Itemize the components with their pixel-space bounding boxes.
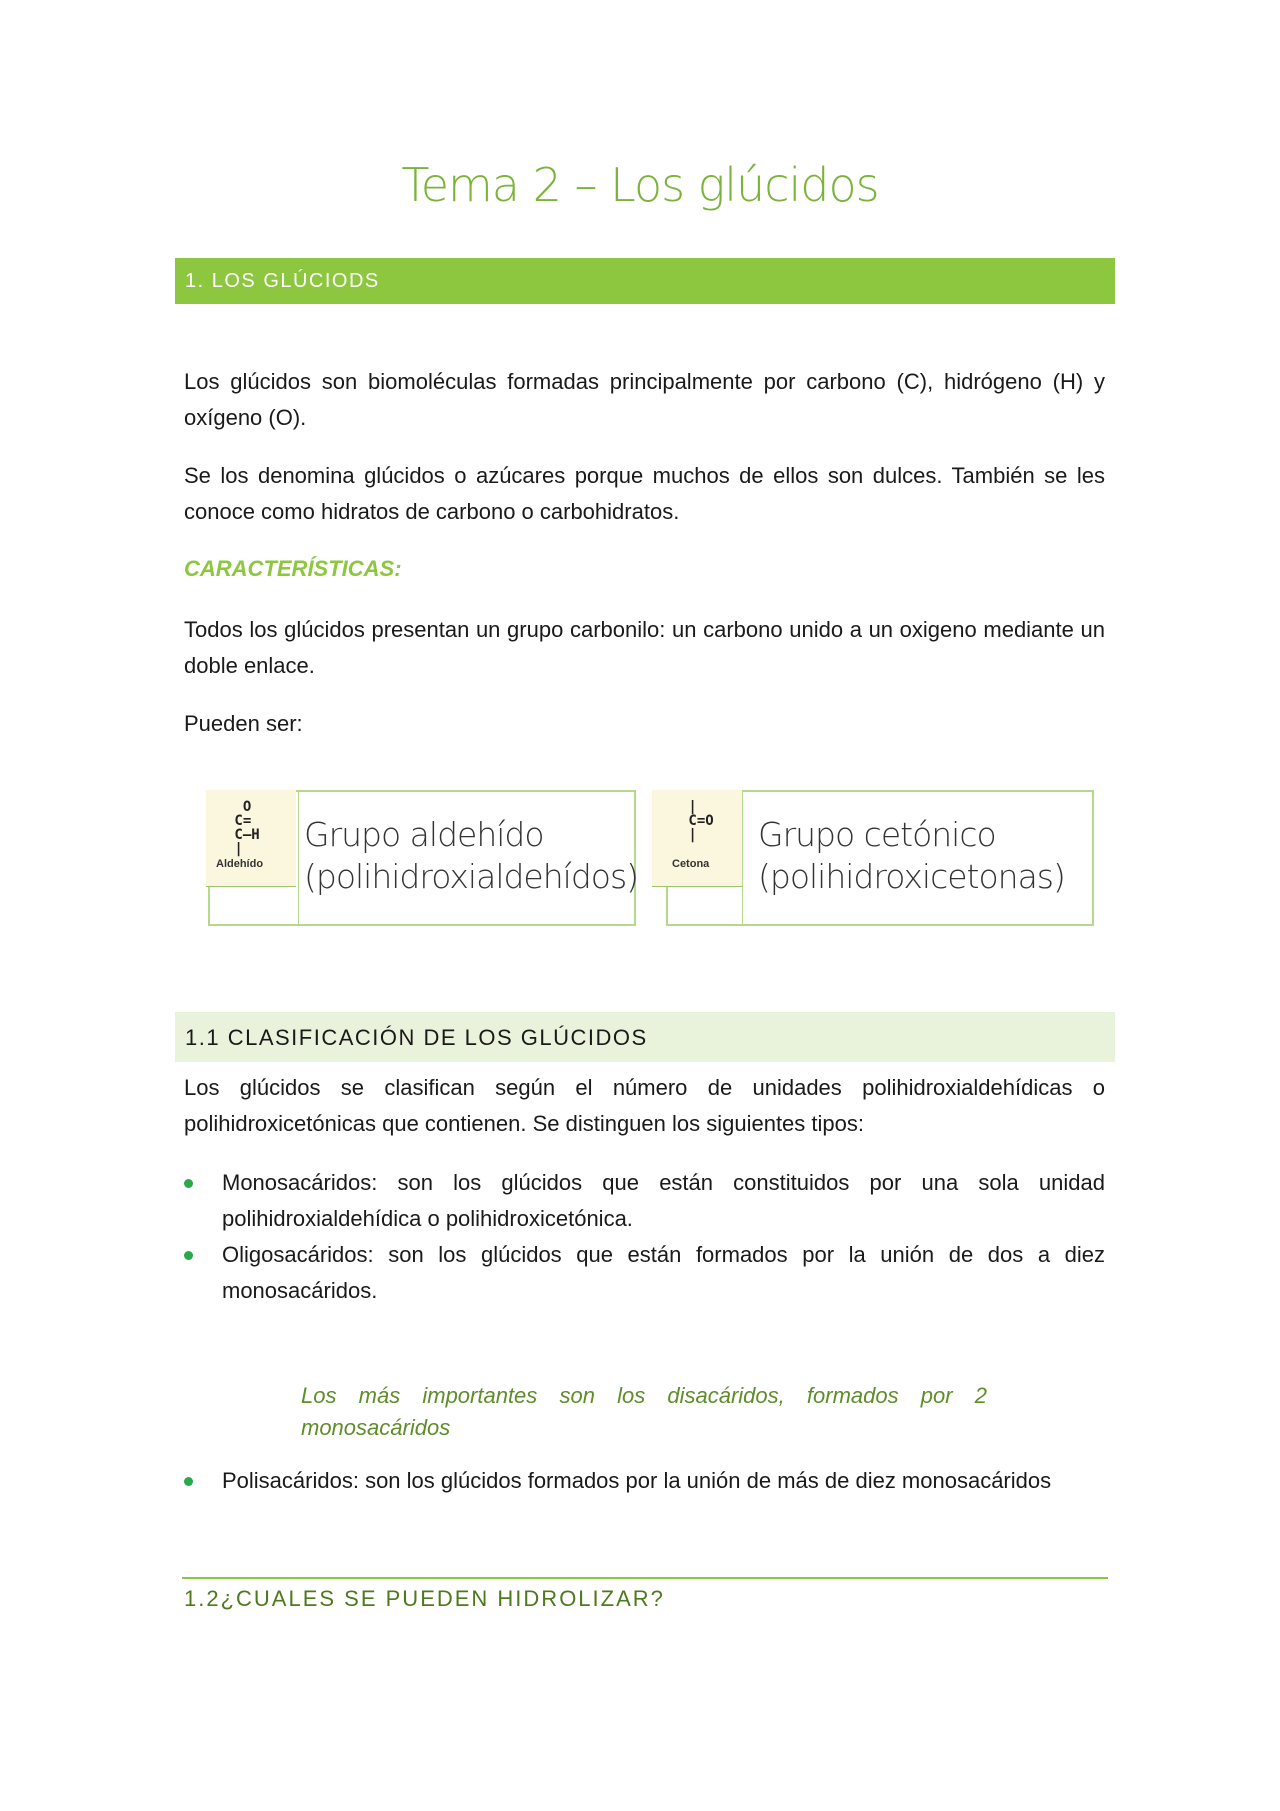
aldehyde-label-line1: Grupo aldehído: [304, 815, 544, 854]
aldehyde-formula: O C= C–H |: [234, 799, 260, 857]
section-divider: [182, 1577, 1108, 1579]
classification-intro: Los glúcidos se clasifican según el número de unidades polihidroxialdehídicas o polihidroxicetónicas que contienen. Se distinguen los siguientes tipos:: [184, 1075, 1105, 1136]
section-1-1-heading: 1.1 CLASIFICACIÓN DE LOS GLÚCIDOS: [185, 1025, 648, 1050]
disaccharides-note: Los más importantes son los disacáridos, formados por 2 monosacáridos: [301, 1383, 987, 1440]
page-title: Tema 2 – Los glúcidos: [401, 158, 879, 212]
bullet-icon: [184, 1251, 193, 1260]
intro-paragraph-1: Los glúcidos son biomoléculas formadas principalmente por carbono (C), hidrógeno (H) y oxígeno (O).: [184, 369, 1105, 430]
can-be-label: Pueden ser:: [184, 711, 303, 736]
section-1-1-header: [175, 1012, 1115, 1062]
characteristics-paragraph: Todos los glúcidos presentan un grupo carbonilo: un carbono unido a un oxigeno mediante un doble enlace.: [184, 617, 1105, 678]
characteristics-heading: CARACTERÍSTICAS:: [184, 556, 402, 581]
ketone-structure-image: [652, 790, 742, 887]
list-item: [184, 1463, 1105, 1499]
list-item-text: Monosacáridos: son los glúcidos que están constituidos por una sola unidad polihidroxialdehídica o polihidroxicetónica.: [222, 1170, 1105, 1231]
card-divider: [298, 792, 299, 924]
ketone-caption: Cetona: [672, 858, 710, 870]
section-1-2-heading: 1.2¿CUALES SE PUEDEN HIDROLIZAR?: [184, 1586, 665, 1611]
aldehyde-group-card: [208, 790, 639, 926]
card-divider: [742, 792, 743, 924]
bullet-icon: [184, 1477, 193, 1486]
ketone-label-line2: (polihidroxicetonas): [758, 857, 1065, 896]
intro-paragraph-2: Se los denomina glúcidos o azúcares porque muchos de ellos son dulces. También se les conoce como hidratos de carbono o carbohidratos.: [184, 463, 1105, 524]
ketone-label: [758, 814, 1065, 898]
aldehyde-label-line2: (polihidroxialdehídos): [304, 857, 639, 896]
aldehyde-label: [304, 814, 638, 898]
list-item: [184, 1237, 1105, 1309]
aldehyde-structure-image: [206, 790, 296, 887]
list-item-text: Oligosacáridos: son los glúcidos que están formados por la unión de dos a diez monosacáridos.: [222, 1242, 1105, 1303]
classification-list: [184, 1165, 1105, 1309]
list-item: [184, 1165, 1105, 1237]
section-1-heading: 1. LOS GLÚCIODS: [185, 270, 380, 292]
bullet-icon: [184, 1179, 193, 1188]
aldehyde-caption: Aldehído: [216, 858, 264, 870]
section-1-header: [175, 258, 1115, 304]
list-item-text: Polisacáridos: son los glúcidos formados por la unión de más de diez monosacáridos: [222, 1468, 1052, 1493]
ketone-group-card: [666, 790, 1094, 926]
classification-list-continued: [184, 1463, 1105, 1499]
ketone-formula: | C=O |: [688, 799, 714, 843]
ketone-label-line1: Grupo cetónico: [758, 815, 996, 854]
